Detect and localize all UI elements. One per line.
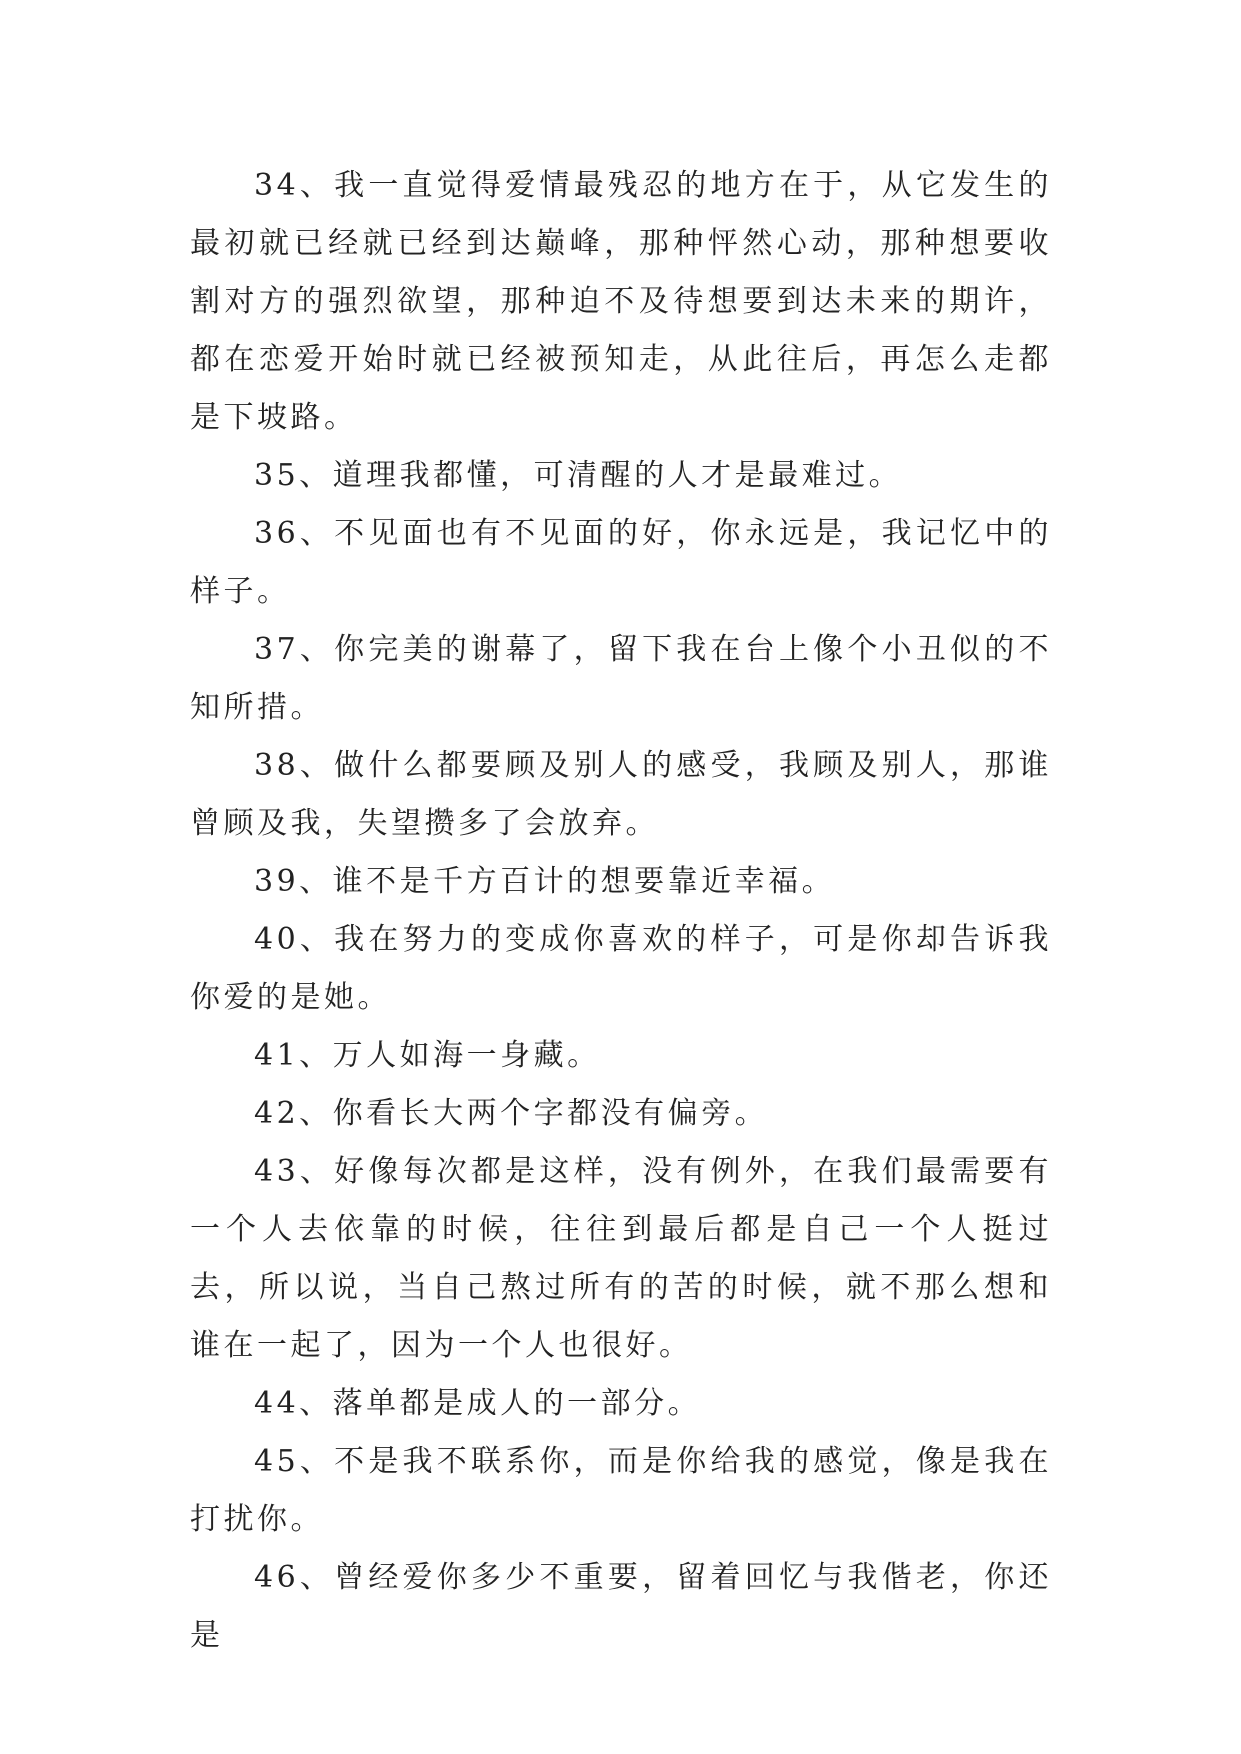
paragraph-36: 36、不见面也有不见面的好，你永远是，我记忆中的样子。 xyxy=(190,516,1052,609)
paragraph-40: 40、我在努力的变成你喜欢的样子，可是你却告诉我你爱的是她。 xyxy=(190,922,1052,1015)
paragraph-45: 45、不是我不联系你，而是你给我的感觉，像是我在打扰你。 xyxy=(190,1444,1052,1537)
paragraph-41: 41、万人如海一身藏。 xyxy=(254,1038,601,1073)
paragraph-44: 44、落单都是成人的一部分。 xyxy=(254,1386,702,1421)
paragraph-39: 39、谁不是千方百计的想要靠近幸福。 xyxy=(254,864,836,899)
paragraph-46: 46、曾经爱你多少不重要，留着回忆与我偕老，你还是 xyxy=(190,1560,1052,1653)
paragraph-38: 38、做什么都要顾及别人的感受，我顾及别人，那谁曾顾及我，失望攒多了会放弃。 xyxy=(190,748,1052,841)
paragraph-37: 37、你完美的谢幕了，留下我在台上像个小丑似的不知所措。 xyxy=(190,632,1052,725)
paragraph-42: 42、你看长大两个字都没有偏旁。 xyxy=(254,1096,769,1131)
paragraph-35: 35、道理我都懂，可清醒的人才是最难过。 xyxy=(254,458,903,493)
paragraph-43: 43、好像每次都是这样，没有例外，在我们最需要有一个人去依靠的时候，往往到最后都是自己一个人挺过去，所以说，当自己熬过所有的苦的时候，就不那么想和谁在一起了，因为一个人也很好。 xyxy=(190,1154,1052,1363)
paragraph-34: 34、我一直觉得爱情最残忍的地方在于，从它发生的最初就已经就已经到达巅峰，那种怦然心动，那种想要收割对方的强烈欲望，那种迫不及待想要到达未来的期许，都在恋爱开始时就已经被预知走，从此往后，再怎么走都是下坡路。 xyxy=(190,168,1052,435)
body-text xyxy=(190,157,1052,1665)
